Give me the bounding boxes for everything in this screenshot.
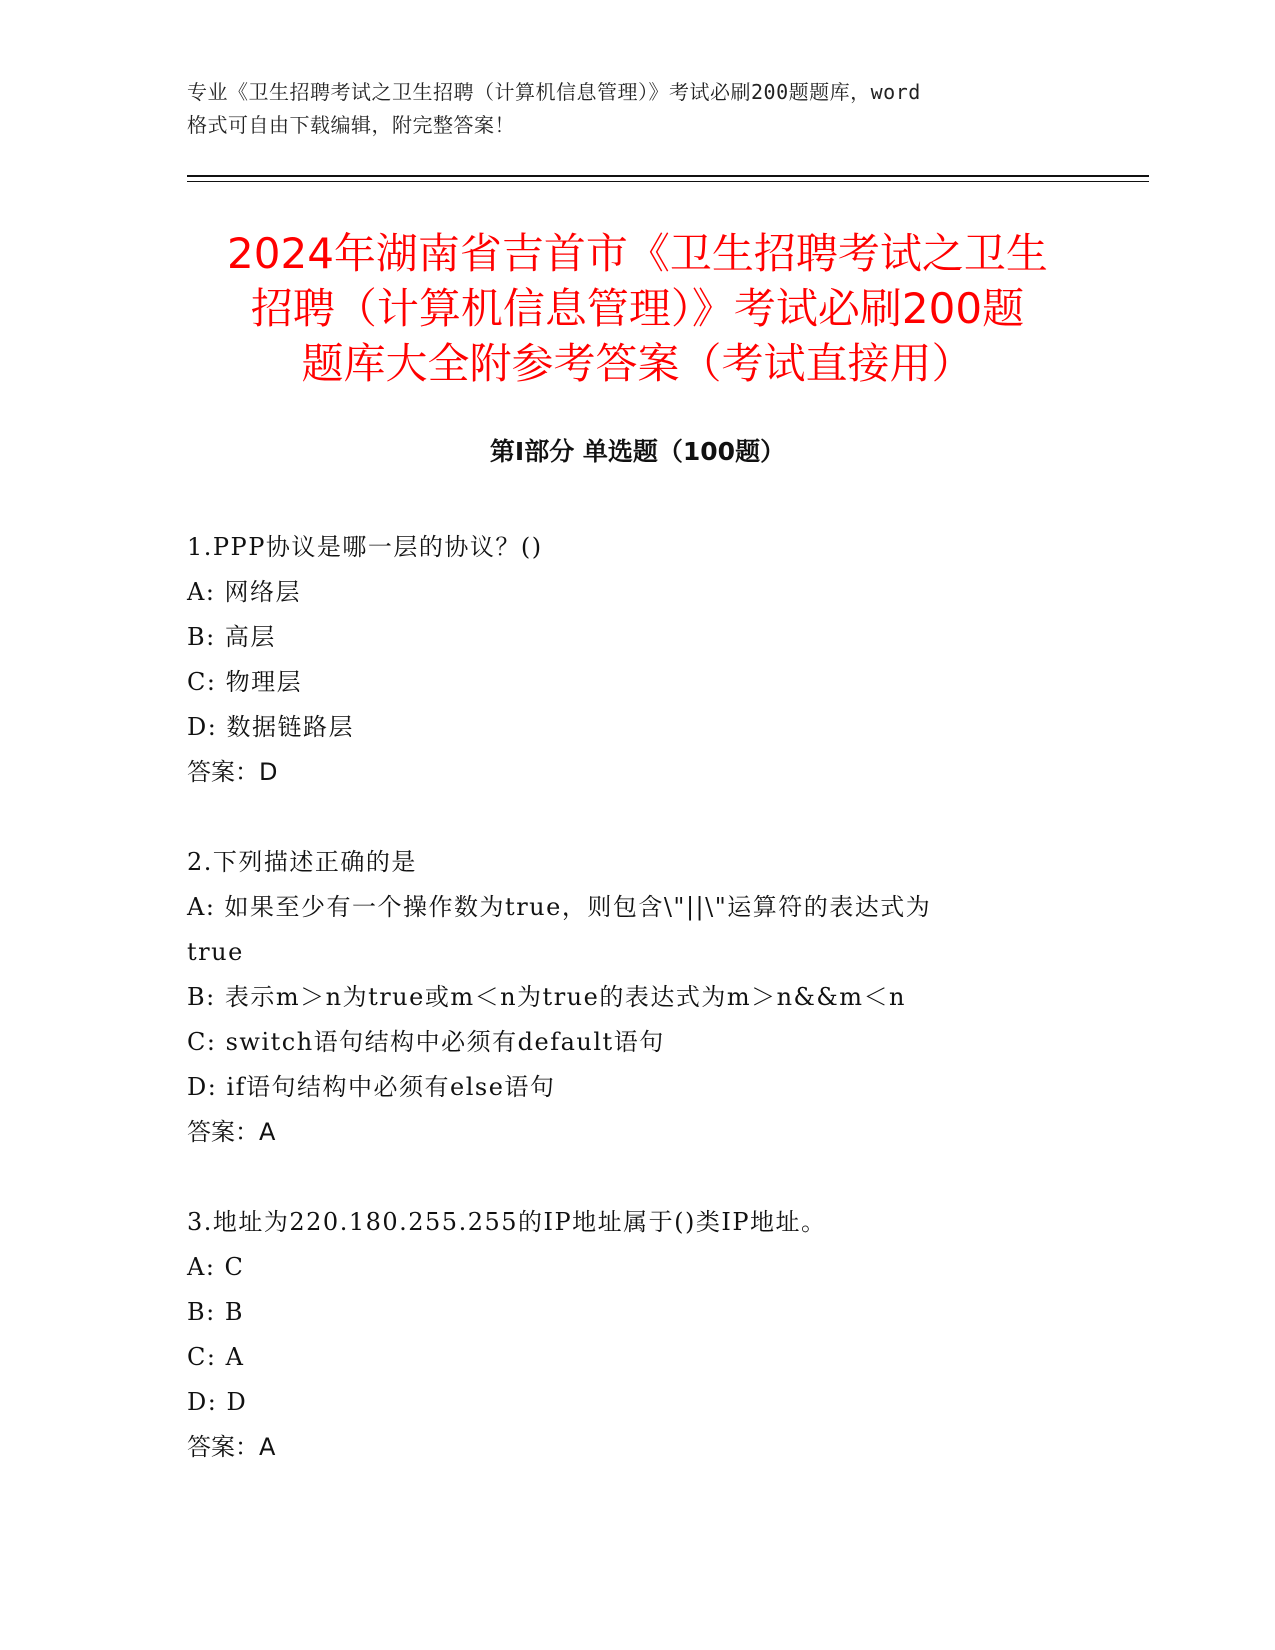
document-title-line-2: 招聘（计算机信息管理）》考试必刷200题 (250, 284, 1025, 333)
option-b: B: 高层 (187, 623, 276, 651)
header-note-line-2: 格式可自由下载编辑，附完整答案！ (187, 113, 515, 137)
question-list (187, 525, 1087, 1515)
option-c: C: A (187, 1343, 245, 1371)
header-note (187, 76, 1107, 142)
option-b: B: B (187, 1298, 244, 1326)
option-d: D: 数据链路层 (187, 713, 354, 741)
answer: 答案：A (187, 1433, 276, 1461)
question-1 (187, 525, 1087, 795)
header-divider-thin (187, 181, 1149, 182)
document-title (160, 226, 1115, 391)
option-a: A: 如果至少有一个操作数为true，则包含\"||\"运算符的表达式为 (187, 893, 932, 921)
question-stem: 2.下列描述正确的是 (187, 848, 417, 876)
option-d: D: if语句结构中必须有else语句 (187, 1073, 556, 1101)
option-d: D: D (187, 1388, 248, 1416)
header-note-line-1: 专业《卫生招聘考试之卫生招聘（计算机信息管理）》考试必刷200题题库，word (187, 80, 921, 104)
question-3 (187, 1200, 1087, 1470)
question-2 (187, 840, 1087, 1155)
question-stem: 3.地址为220.180.255.255的IP地址属于()类IP地址。 (187, 1208, 827, 1236)
option-c: C: 物理层 (187, 668, 303, 696)
document-title-line-1: 2024年湖南省吉首市《卫生招聘考试之卫生 (227, 229, 1048, 278)
answer: 答案：A (187, 1118, 276, 1146)
document-title-line-3: 题库大全附参考答案（考试直接用） (301, 339, 974, 388)
option-a: A: 网络层 (187, 578, 302, 606)
option-b: B: 表示m＞n为true或m＜n为true的表达式为m＞n&&m＜n (187, 983, 906, 1011)
answer: 答案：D (187, 758, 278, 786)
option-a-continued: true (187, 938, 244, 966)
question-stem: 1.PPP协议是哪一层的协议？() (187, 533, 543, 561)
option-a: A: C (187, 1253, 245, 1281)
section-heading: 第I部分 单选题（100题） (489, 437, 786, 466)
option-c: C: switch语句结构中必须有default语句 (187, 1028, 665, 1056)
header-divider-thick (187, 175, 1149, 177)
